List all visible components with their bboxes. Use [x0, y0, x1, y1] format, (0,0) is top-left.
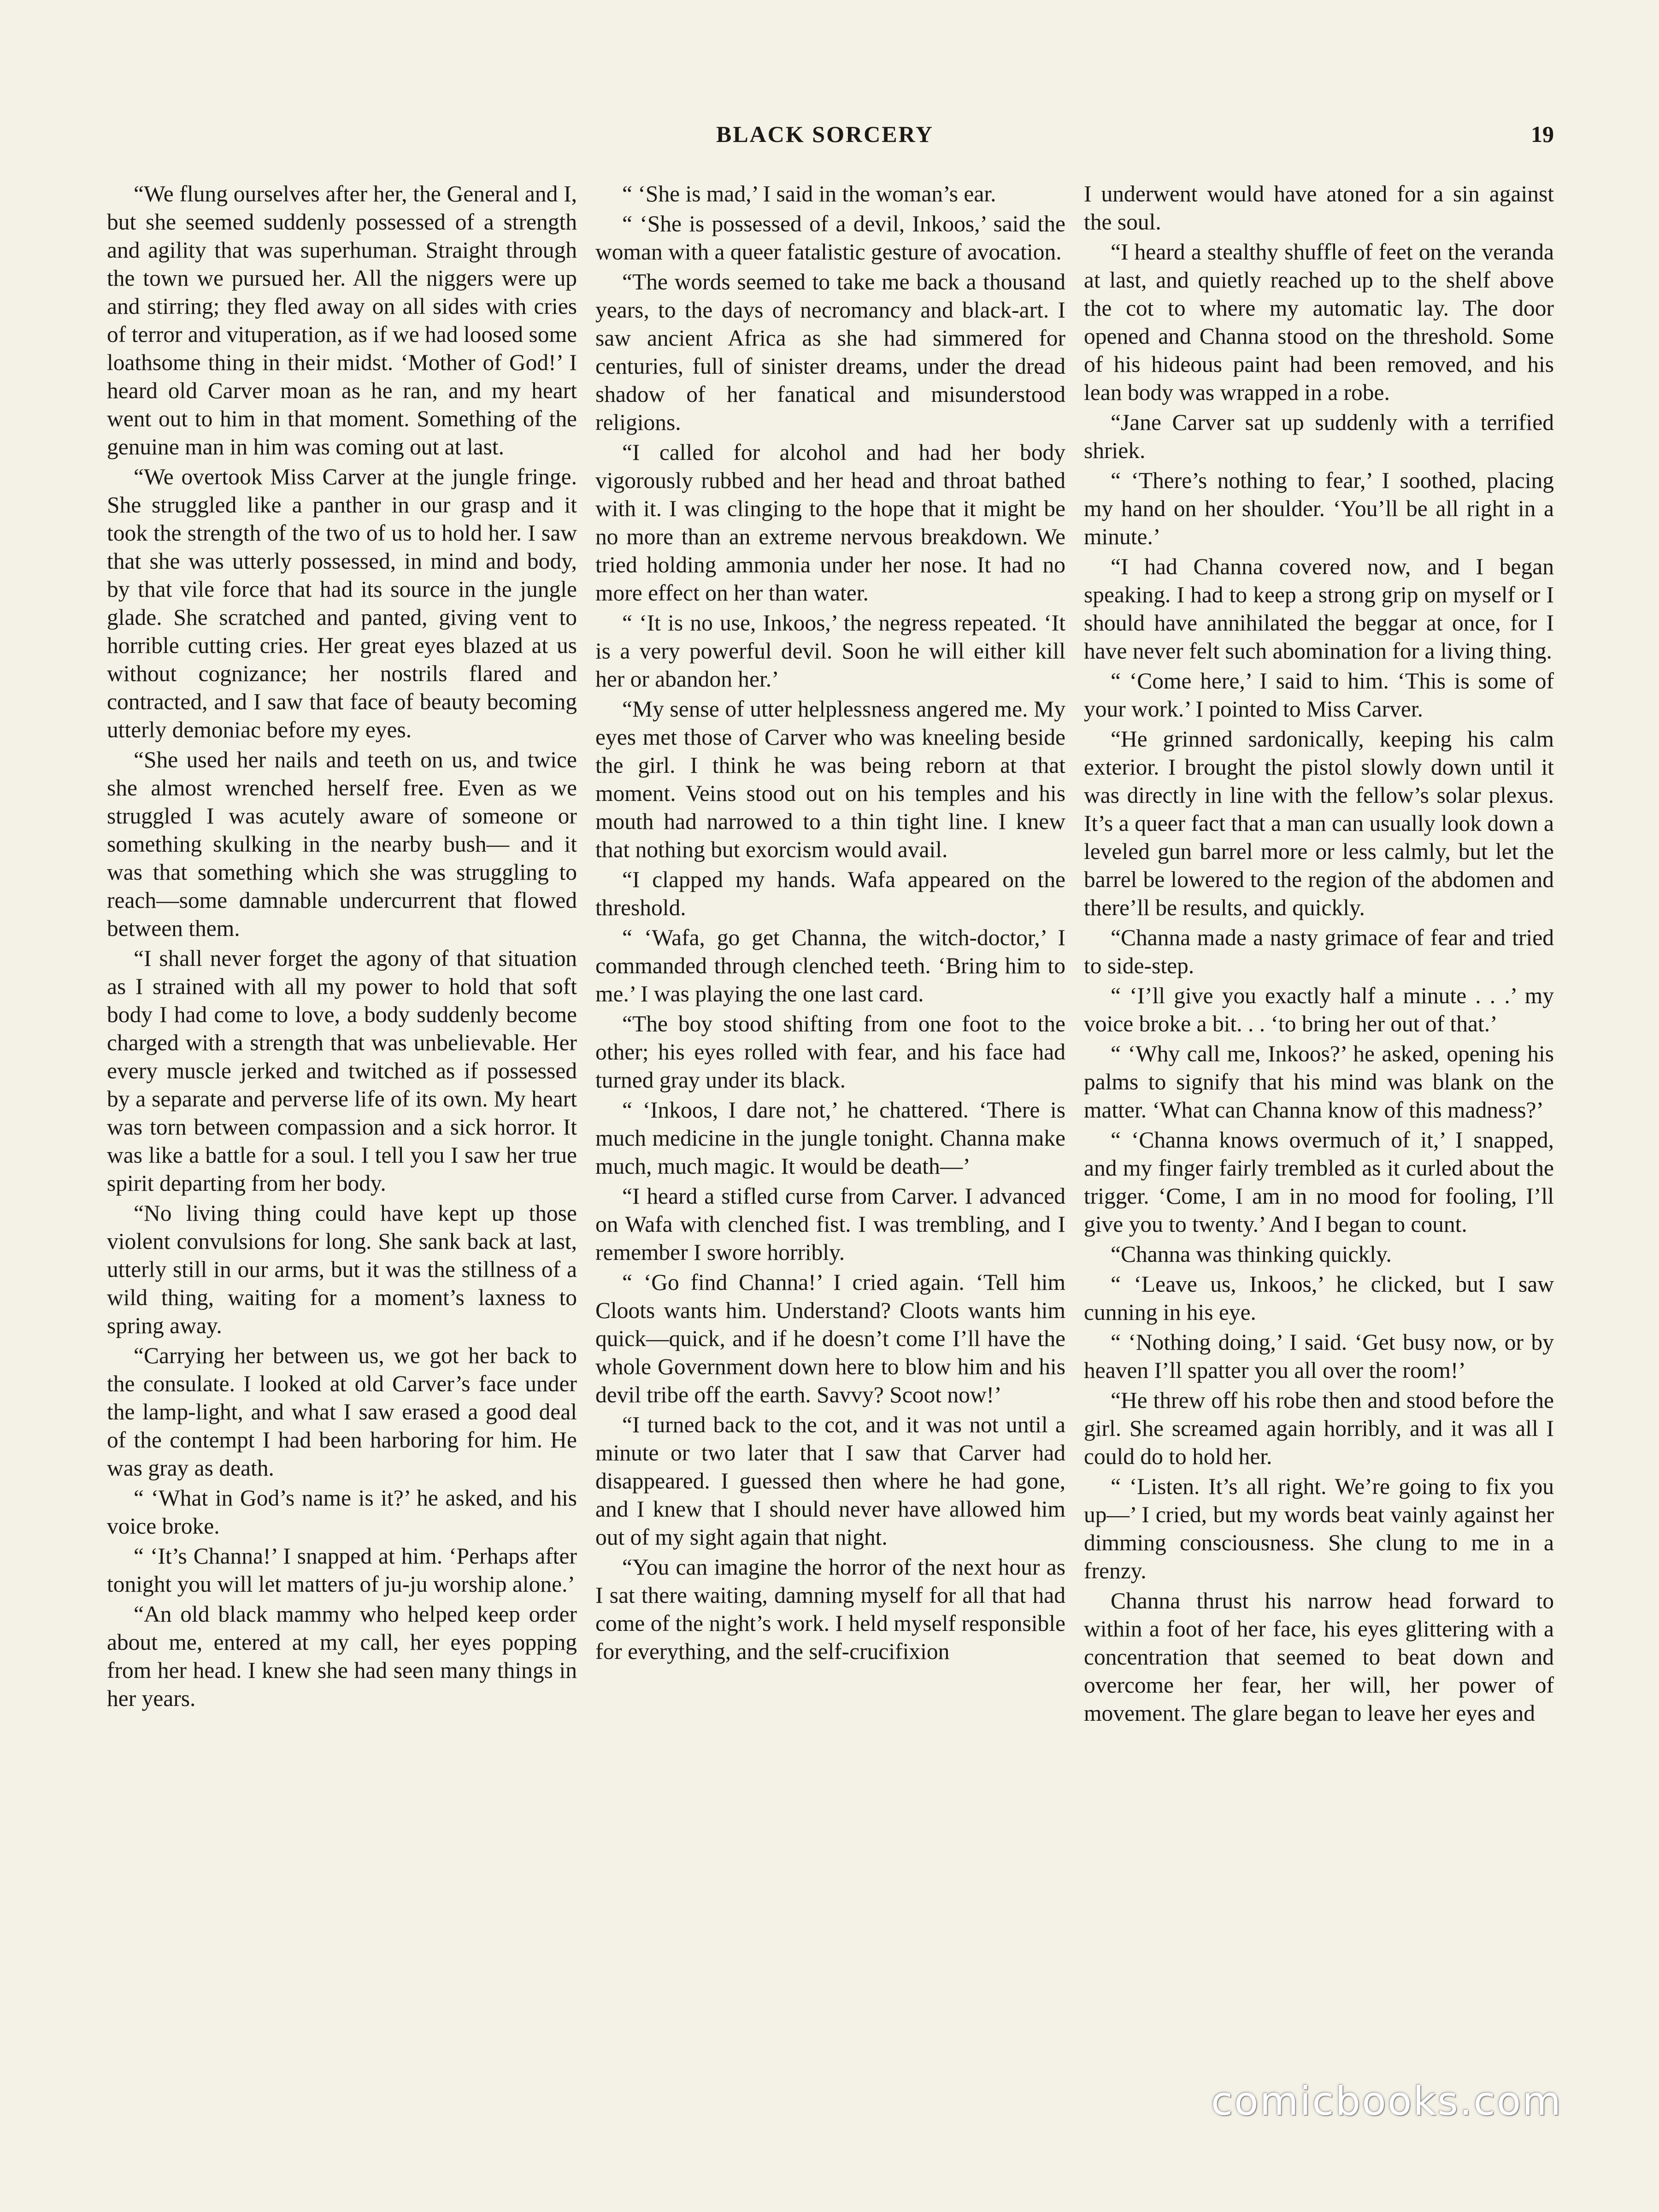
paragraph: “He grinned sardonically, keeping his calm exterior. I brought the pistol slowly down until it was directly in line with the fellow’s solar plexus. It’s a queer fact that a man can usually look down a leveled gun barrel more or less calmly, but let the barrel be lowered to the region of the abdomen and there’ll be results, and quickly. [1084, 726, 1554, 920]
paragraph: “ ‘I’ll give you exactly half a minute . . .’ my voice broke a bit. . . ‘to bring her out of that.’ [1084, 983, 1554, 1036]
paragraph: “ ‘Leave us, Inkoos,’ he clicked, but I saw cunning in his eye. [1084, 1271, 1554, 1325]
paragraph: “Channa made a nasty grimace of fear and tried to side-step. [1084, 925, 1554, 978]
paragraph: “The words seemed to take me back a thousand years, to the days of necromancy and black-art. I saw ancient Africa as she had simmered for centuries, full of sinister dreams, under the dread shadow of her fanatical and misunderstood religions. [595, 269, 1065, 435]
paragraph: “An old black mammy who helped keep order about me, entered at my call, her eyes popping from her head. I knew she had seen many things in her years. [107, 1601, 577, 1711]
paragraph: “Carrying her between us, we got her back to the consulate. I looked at old Carver’s face under the lamp-light, and what I saw erased a good deal of the contempt I had been harboring for him. He was gray as death. [107, 1343, 577, 1481]
paragraph: “I heard a stealthy shuffle of feet on the veranda at last, and quietly reached up to the shelf above the cot to where my automatic lay. The door opened and Channa stood on the threshold. Some of his hideous paint had been removed, and his lean body was wrapped in a robe. [1084, 239, 1554, 405]
paragraph: “The boy stood shifting from one foot to the other; his eyes rolled with fear, and his face had turned gray under its black. [595, 1011, 1065, 1093]
paragraph: “ ‘It is no use, Inkoos,’ the negress repeated. ‘It is a very powerful devil. Soon he will either kill her or abandon her.’ [595, 610, 1065, 692]
column-right [1084, 180, 1554, 2046]
site-watermark: comicbooks.com [1211, 2078, 1562, 2124]
paragraph: “I turned back to the cot, and it was not until a minute or two later that I saw that Carver had disappeared. I guessed then where he had gone, and I knew that I should never have allowed him out of my sight again that night. [595, 1412, 1065, 1550]
paragraph: “Jane Carver sat up suddenly with a terrified shriek. [1084, 410, 1554, 463]
paragraph: “He threw off his robe then and stood before the girl. She screamed again horribly, and it was all I could do to hold her. [1084, 1388, 1554, 1469]
paragraph: “I clapped my hands. Wafa appeared on the threshold. [595, 867, 1065, 920]
paragraph: “Channa was thinking quickly. [1111, 1241, 1392, 1267]
paragraph: “We flung ourselves after her, the General and I, but she seemed suddenly possessed of a strength and agility that was superhuman. Straight through the town we pursued her. All the niggers were up and stirring; they fled away on all sides with cries of terror and vituperation, as if we had loosed some loathsome thing in their midst. ‘Mother of God!’ I heard old Carver moan as he ran, and my heart went out to him in that moment. Something of the genuine man in him was coming out at last. [107, 181, 577, 459]
text-columns [107, 180, 1554, 2046]
paragraph: “I called for alcohol and had her body vigorously rubbed and her head and throat bathed with it. I was clinging to the hope that it might be no more than an extreme nervous breakdown. We tried holding ammonia under her nose. It had no more effect on her than water. [595, 440, 1065, 606]
page-number: 19 [1531, 121, 1554, 147]
paragraph: “ ‘Go find Channa!’ I cried again. ‘Tell him Cloots wants him. Understand? Cloots wants him quick—quick, and if he doesn’t come I’ll have the whole Government down here to blow him and his devil tribe off the earth. Savvy? Scoot now!’ [595, 1270, 1065, 1407]
paragraph: “She used her nails and teeth on us, and twice she almost wrenched herself free. Even as we struggled I was acutely aware of someone or something skulking in the nearby bush— and it was that something which she was struggling to reach—some damnable undercurrent that flowed between them. [107, 747, 577, 941]
paragraph: “ ‘Wafa, go get Channa, the witch-doctor,’ I commanded through clenched teeth. ‘Bring him to me.’ I was playing the one last card. [595, 925, 1065, 1006]
paragraph: “No living thing could have kept up those violent convulsions for long. She sank back at last, utterly still in our arms, but it was the stillness of a wild thing, waiting for a moment’s laxness to spring away. [107, 1200, 577, 1338]
paragraph: “ ‘Come here,’ I said to him. ‘This is some of your work.’ I pointed to Miss Carver. [1084, 668, 1554, 722]
paragraph: “I shall never forget the agony of that situation as I strained with all my power to hold that soft body I had come to love, a body suddenly become charged with a strength that was unbelievable. Her every muscle jerked and twitched as if possessed by a separate and perverse life of its own. My heart was torn between compassion and a sick horror. It was like a battle for a soul. I tell you I saw her true spirit departing from her body. [107, 946, 577, 1196]
paragraph: “You can imagine the horror of the next hour as I sat there waiting, damning myself for all that had come of the night’s work. I held myself responsible for everything, and the self-crucifixion [595, 1554, 1065, 1664]
paragraph: “ ‘Why call me, Inkoos?’ he asked, opening his palms to signify that his mind was blank on the matter. ‘What can Channa know of this madness?’ [1084, 1041, 1554, 1123]
paragraph: “My sense of utter helplessness angered me. My eyes met those of Carver who was kneeling beside the girl. I think he was being reborn at that moment. Veins stood out on his temples and his mouth had narrowed to a thin tight line. I knew that nothing but exorcism would avail. [595, 696, 1065, 862]
column-left [107, 180, 577, 2046]
paragraph: “We overtook Miss Carver at the jungle fringe. She struggled like a panther in our grasp and it took the strength of the two of us to hold her. I saw that she was utterly possessed, in mind and body, by that vile force that had its source in the jungle glade. She scratched and panted, giving vent to horrible cutting cries. Her great eyes blazed at us without cognizance; her nostrils flared and contracted, and I saw that face of beauty becoming utterly demoniac before my eyes. [107, 464, 577, 742]
column-middle [595, 180, 1065, 2046]
paragraph: “ ‘It’s Channa!’ I snapped at him. ‘Perhaps after tonight you will let matters of ju-ju worship alone.’ [107, 1543, 577, 1597]
paragraph: “ ‘Listen. It’s all right. We’re going to fix you up—’ I cried, but my words beat vainly against her dimming consciousness. She clung to me in a frenzy. [1084, 1474, 1554, 1583]
paragraph: “ ‘Channa knows overmuch of it,’ I snapped, and my finger fairly trembled as it curled about the trigger. ‘Come, I am in no mood for fooling, I’ll give you to twenty.’ And I began to count. [1084, 1127, 1554, 1237]
paragraph: “ ‘Inkoos, I dare not,’ he chattered. ‘There is much medicine in the jungle tonight. Channa make much, much magic. It would be death—’ [595, 1097, 1065, 1179]
paragraph: Channa thrust his narrow head forward to within a foot of her face, his eyes glittering with a concentration that seemed to beat down and overcome her fear, her will, her power of movement. The glare began to leave her eyes and [1084, 1588, 1554, 1726]
paragraph: “ ‘Nothing doing,’ I said. ‘Get busy now, or by heaven I’ll spatter you all over the room!’ [1084, 1330, 1554, 1383]
paragraph: “ ‘There’s nothing to fear,’ I soothed, placing my hand on her shoulder. ‘You’ll be all right in a minute.’ [1084, 468, 1554, 549]
paragraph: I underwent would have atoned for a sin against the soul. [1084, 181, 1554, 235]
running-title: BLACK SORCERY [716, 121, 934, 147]
paragraph: “ ‘She is mad,’ I said in the woman’s ear. [622, 181, 996, 206]
paragraph: “ ‘She is possessed of a devil, Inkoos,’ said the woman with a queer fatalistic gesture of avocation. [595, 211, 1065, 265]
paragraph: “I had Channa covered now, and I began speaking. I had to keep a strong grip on myself or I should have annihilated the beggar at once, for I have never felt such abomination for a living thing. [1084, 554, 1554, 664]
paragraph: “ ‘What in God’s name is it?’ he asked, and his voice broke. [107, 1485, 577, 1539]
paragraph: “I heard a stifled curse from Carver. I advanced on Wafa with clenched fist. I was trembling, and I remember I swore horribly. [595, 1183, 1065, 1265]
